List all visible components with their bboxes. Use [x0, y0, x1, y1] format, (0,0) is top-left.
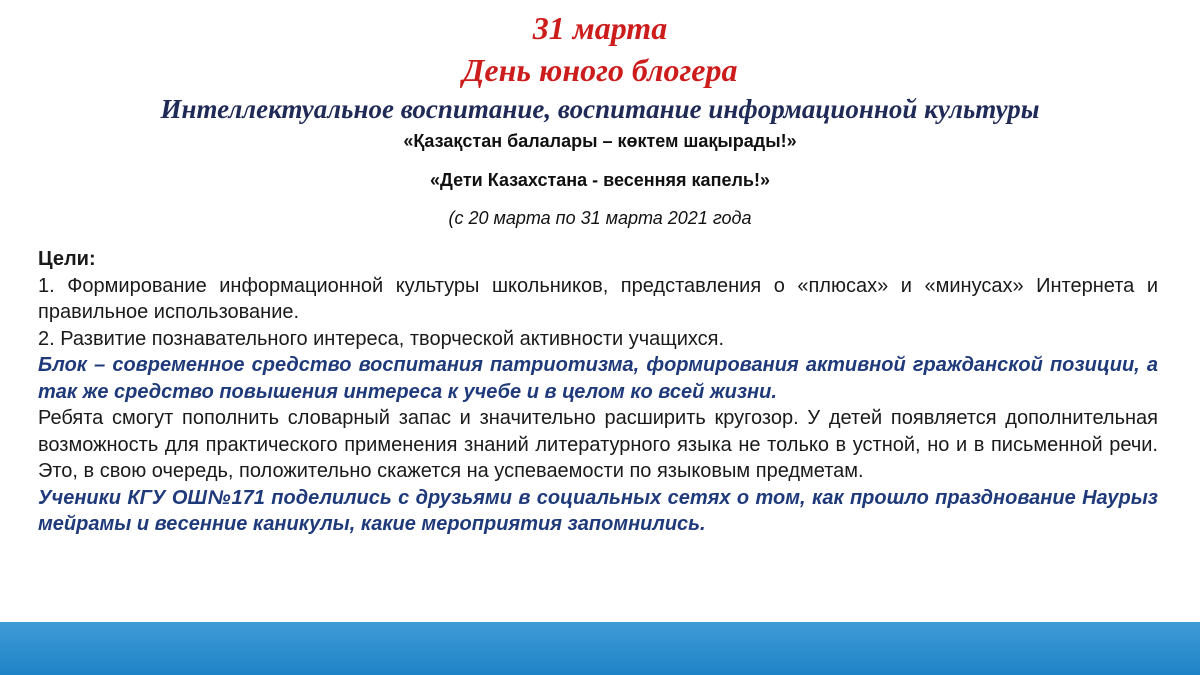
- footer-bar: [0, 622, 1200, 675]
- goal-item-2: 2. Развитие познавательного интереса, творческой активности учащихся.: [38, 327, 725, 350]
- event-title: День юного блогера: [462, 52, 738, 88]
- slide-date: 31 марта: [532, 10, 668, 46]
- slide-body: [38, 246, 1158, 538]
- body-paragraph: Ребята смогут пополнить словарный запас и значительно расширить кругозор. У детей появляется дополнительная возможность для практического применения знаний литературного языка не только в устной, но и в письменной речи. Это, в свою очередь, положительно скажется на успеваемости по языковым предметам.: [38, 407, 1158, 482]
- slogan-kazakh: «Қазақстан балалары – көктем шақырады!»: [403, 131, 797, 151]
- slide-subtitle: Интеллектуальное воспитание, воспитание информационной культуры: [160, 94, 1040, 124]
- goal-item-1: 1. Формирование информационной культуры школьников, представления о «плюсах» и «минусах» Интернета и правильное использование.: [38, 274, 1158, 323]
- students-statement: Ученики КГУ ОШ№171 поделились с друзьями в социальных сетях о том, как прошло празднование Наурыз мейрамы и весенние каникулы, какие мероприятия запомнились.: [38, 486, 1158, 535]
- blog-statement: Блок – современное средство воспитания патриотизма, формирования активной гражданской позиции, а так же средство повышения интереса к учебе и в целом ко всей жизни.: [38, 354, 1158, 403]
- slogan-russian: «Дети Казахстана - весенняя капель!»: [430, 170, 770, 190]
- goals-heading: Цели:: [38, 248, 96, 270]
- event-period: (с 20 марта по 31 марта 2021 года: [448, 208, 752, 228]
